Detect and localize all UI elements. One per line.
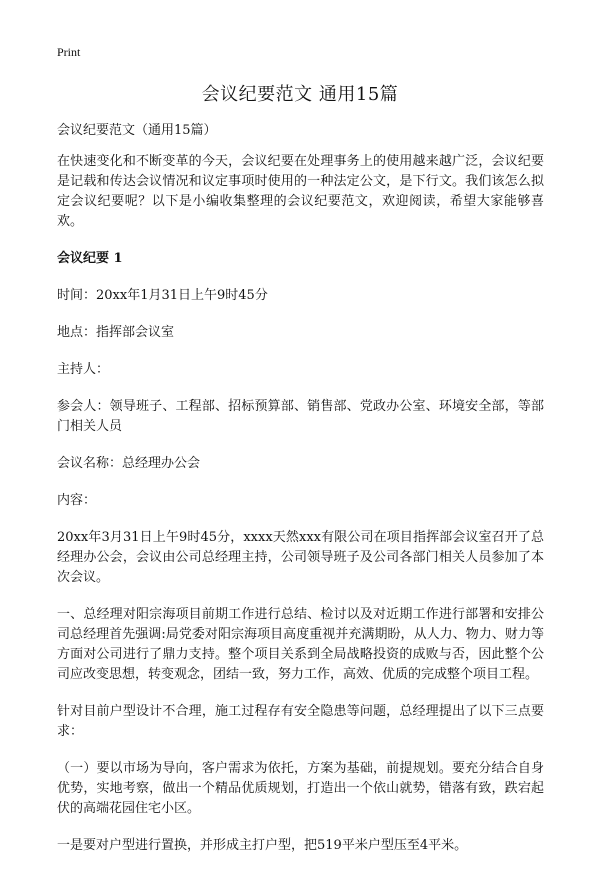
meeting-time: 时间：20xx年1月31日上午9时45分	[57, 288, 268, 303]
meeting-attendees: 参会人：领导班子、工程部、招标预算部、销售部、党政办公室、环境安全部，等部门相关人员	[57, 399, 544, 434]
intro-paragraph: 在快速变化和不断变革的今天，会议纪要在处理事务上的使用越来越广泛，会议纪要是记载和传达会议情况和议定事项时使用的一种法定公文，是下行文。我们该怎么拟定会议纪要呢？以下是小编收集整理的会议纪要范文，欢迎阅读，希望大家能够喜欢。	[57, 154, 544, 229]
meeting-name: 会议名称：总经理办公会	[57, 456, 201, 471]
section-heading: 会议纪要 1	[57, 251, 123, 266]
document-body	[57, 121, 544, 873]
body-paragraph: 20xx年3月31日上午9时45分，xxxx天然xxx有限公司在项目指挥部会议室召开了总经理办公会，会议由公司总经理主持，公司领导班子及公司各部门相关人员参加了本次会议。	[57, 530, 544, 585]
body-paragraph: （一）要以市场为导向，客户需求为依托，方案为基础，前提规划。要充分结合自身优势，实地考察，做出一个精品优质规划，打造出一个依山就势，错落有致，跌宕起伏的高端花园住宅小区。	[57, 761, 544, 816]
document-title: 会议纪要范文 通用15篇	[201, 84, 399, 105]
body-paragraph: 一、总经理对阳宗海项目前期工作进行总结、检讨以及对近期工作进行部署和安排公司总经理首先强调:局党委对阳宗海项目高度重视并充满期盼，从人力、物力、财力等方面对公司进行了鼎力支持。整个项目关系到全局战略投资的成败与否，因此整个公司应改变思想，转变观念，团结一致，努力工作，高效、优质的完成整个项目工程。	[57, 607, 544, 682]
body-paragraph: 针对目前户型设计不合理，施工过程存有安全隐患等问题，总经理提出了以下三点要求：	[57, 704, 544, 739]
meeting-content-label: 内容：	[57, 493, 97, 508]
meeting-host: 主持人：	[57, 362, 110, 377]
document-subtitle: 会议纪要范文（通用15篇）	[57, 123, 217, 138]
print-label: Print	[57, 45, 81, 59]
meeting-location: 地点：指挥部会议室	[57, 325, 175, 340]
body-paragraph: 一是要对户型进行置换，并形成主打户型，把519平米户型压至4平米。	[57, 838, 468, 853]
